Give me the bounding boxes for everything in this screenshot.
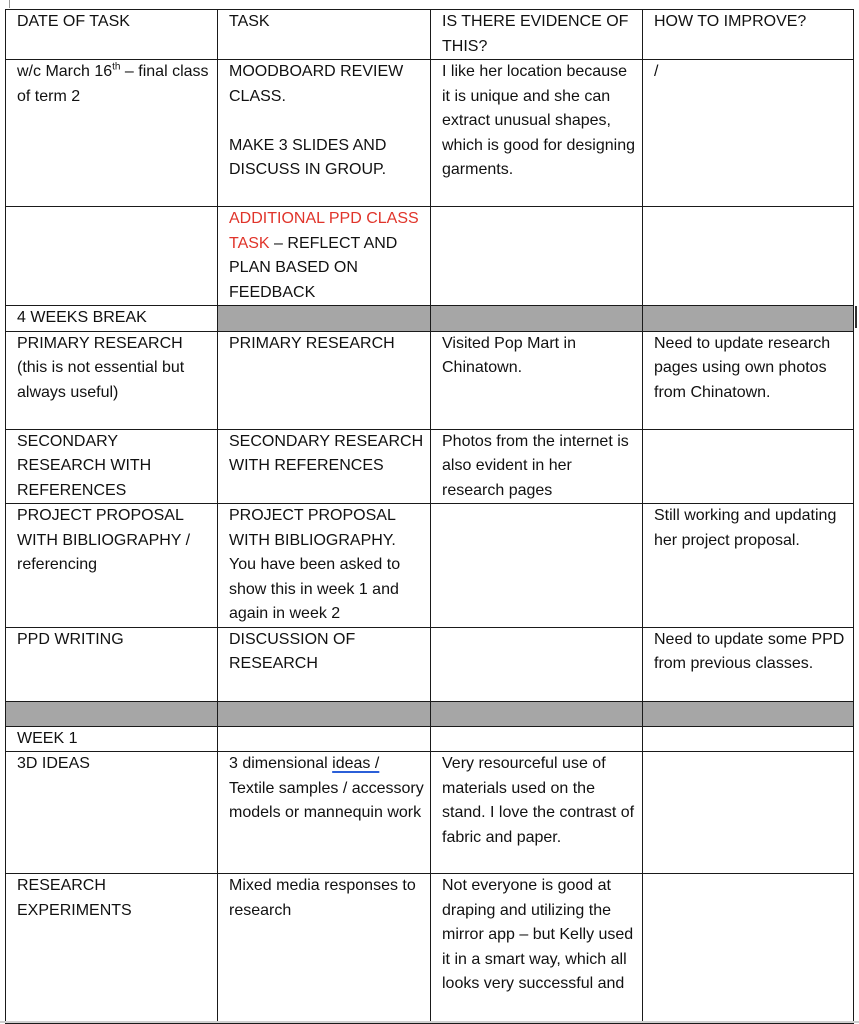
underlined-text: ideas /	[332, 755, 380, 772]
table-row	[6, 60, 854, 207]
task-cell[interactable]	[218, 726, 431, 752]
date-text: PRIMARY RESEARCH (this is not essential but always useful)	[17, 334, 185, 401]
task-cell[interactable]	[218, 752, 431, 874]
improve-text: /	[654, 63, 659, 80]
header-date: DATE OF TASK	[17, 13, 130, 30]
header-date-cell[interactable]	[6, 10, 218, 60]
header-evidence: IS THERE EVIDENCE OF THIS?	[442, 13, 629, 55]
task-text: PRIMARY RESEARCH	[229, 334, 395, 352]
table-row	[6, 752, 854, 874]
task-line: MAKE 3 SLIDES AND DISCUSS IN GROUP.	[229, 136, 387, 178]
improve-cell[interactable]	[643, 874, 854, 1024]
shaded-cell	[431, 306, 643, 332]
shaded-cell	[643, 701, 854, 726]
shaded-cell	[643, 306, 854, 332]
improve-text: Still working and updating her project proposal.	[654, 507, 837, 549]
task-cell[interactable]	[218, 429, 431, 504]
task-text: 3 dimensional	[229, 755, 333, 772]
date-cell[interactable]	[6, 726, 218, 752]
evidence-cell[interactable]	[431, 207, 643, 306]
improve-cell[interactable]	[643, 429, 854, 504]
shaded-cell	[6, 701, 218, 726]
table-row	[6, 504, 854, 628]
evidence-text: Visited Pop Mart in Chinatown.	[442, 334, 576, 376]
task-cell[interactable]	[218, 60, 431, 207]
page-edge-marker	[855, 306, 857, 328]
table-row	[6, 207, 854, 306]
date-cell[interactable]	[6, 627, 218, 701]
date-text: SECONDARY RESEARCH WITH REFERENCES	[17, 432, 152, 499]
evidence-cell[interactable]	[431, 331, 643, 429]
improve-text: Need to update some PPD from previous classes.	[654, 630, 845, 672]
date-text: PPD WRITING	[17, 630, 124, 648]
page-edge-tick	[9, 0, 10, 8]
date-cell[interactable]	[6, 752, 218, 874]
date-text: 3D IDEAS	[17, 755, 90, 772]
date-cell[interactable]	[6, 504, 218, 628]
task-text: PROJECT PROPOSAL WITH BIBLIOGRAPHY. You have been asked to show this in week 1 and again in week 2	[229, 507, 401, 622]
evidence-cell[interactable]	[431, 726, 643, 752]
header-task: TASK	[229, 13, 270, 30]
evidence-cell[interactable]	[431, 504, 643, 628]
evidence-cell[interactable]	[431, 874, 643, 1024]
task-cell[interactable]	[218, 207, 431, 306]
table-row	[6, 429, 854, 504]
evidence-text: Photos from the internet is also evident in her research pages	[442, 432, 629, 499]
shaded-cell	[218, 306, 431, 332]
table-row	[6, 726, 854, 752]
improve-cell[interactable]	[643, 207, 854, 306]
date-cell[interactable]	[6, 306, 218, 332]
break-label: 4 WEEKS BREAK	[17, 309, 147, 326]
date-text: w/c March 16	[17, 63, 113, 80]
evidence-cell[interactable]	[431, 429, 643, 504]
date-cell[interactable]	[6, 60, 218, 207]
date-cell[interactable]	[6, 331, 218, 429]
date-ordinal: th	[112, 61, 121, 73]
shaded-cell	[431, 701, 643, 726]
date-text: PROJECT PROPOSAL WITH BIBLIOGRAPHY / referencing	[17, 507, 191, 573]
table-row	[6, 874, 854, 1024]
header-improve: HOW TO IMPROVE?	[654, 13, 807, 30]
table-row	[6, 627, 854, 701]
shaded-separator-row	[6, 701, 854, 726]
improve-cell[interactable]	[643, 60, 854, 207]
date-text-rest: – final class of term 2	[17, 63, 209, 105]
week-label: WEEK 1	[17, 729, 78, 747]
improve-cell[interactable]	[643, 504, 854, 628]
improve-cell[interactable]	[643, 331, 854, 429]
improve-cell[interactable]	[643, 752, 854, 874]
evidence-cell[interactable]	[431, 752, 643, 874]
evidence-text: I like her location because it is unique and she can extract unusual shapes, which is good for designing garments.	[442, 63, 636, 178]
table-row	[6, 331, 854, 429]
date-cell[interactable]	[6, 874, 218, 1024]
header-evidence-cell[interactable]	[431, 10, 643, 60]
task-text: – REFLECT AND PLAN BASED ON FEEDBACK	[229, 234, 398, 301]
task-cell[interactable]	[218, 874, 431, 1024]
shaded-cell	[218, 701, 431, 726]
table-header-row	[6, 10, 854, 60]
evidence-cell[interactable]	[431, 60, 643, 207]
task-cell[interactable]	[218, 627, 431, 701]
task-text: Mixed media responses to research	[229, 877, 416, 919]
date-cell[interactable]	[6, 207, 218, 306]
task-line: MOODBOARD REVIEW CLASS.	[229, 63, 404, 105]
date-cell[interactable]	[6, 429, 218, 504]
evidence-cell[interactable]	[431, 627, 643, 701]
evidence-text: Not everyone is good at draping and utilizing the mirror app – but Kelly used it in a smart way, which all looks very successful and	[442, 877, 634, 992]
table-row	[6, 306, 854, 332]
evidence-text: Very resourceful use of materials used on the stand. I love the contrast of fabric and paper.	[442, 755, 635, 846]
header-improve-cell[interactable]	[643, 10, 854, 60]
task-text: DISCUSSION OF RESEARCH	[229, 630, 356, 672]
improve-cell[interactable]	[643, 726, 854, 752]
page-bottom-edge	[0, 1021, 859, 1023]
task-text: SECONDARY RESEARCH WITH REFERENCES	[229, 432, 424, 474]
date-text: RESEARCH EXPERIMENTS	[17, 877, 132, 919]
task-cell[interactable]	[218, 331, 431, 429]
task-text-rest: Textile samples / accessory models or mannequin work	[229, 779, 424, 821]
additional-task-highlight: ADDITIONAL PPD CLASS TASK	[229, 210, 419, 252]
ppd-task-table	[5, 9, 854, 1024]
improve-text: Need to update research pages using own photos from Chinatown.	[654, 334, 831, 401]
header-task-cell[interactable]	[218, 10, 431, 60]
task-cell[interactable]	[218, 504, 431, 628]
improve-cell[interactable]	[643, 627, 854, 701]
